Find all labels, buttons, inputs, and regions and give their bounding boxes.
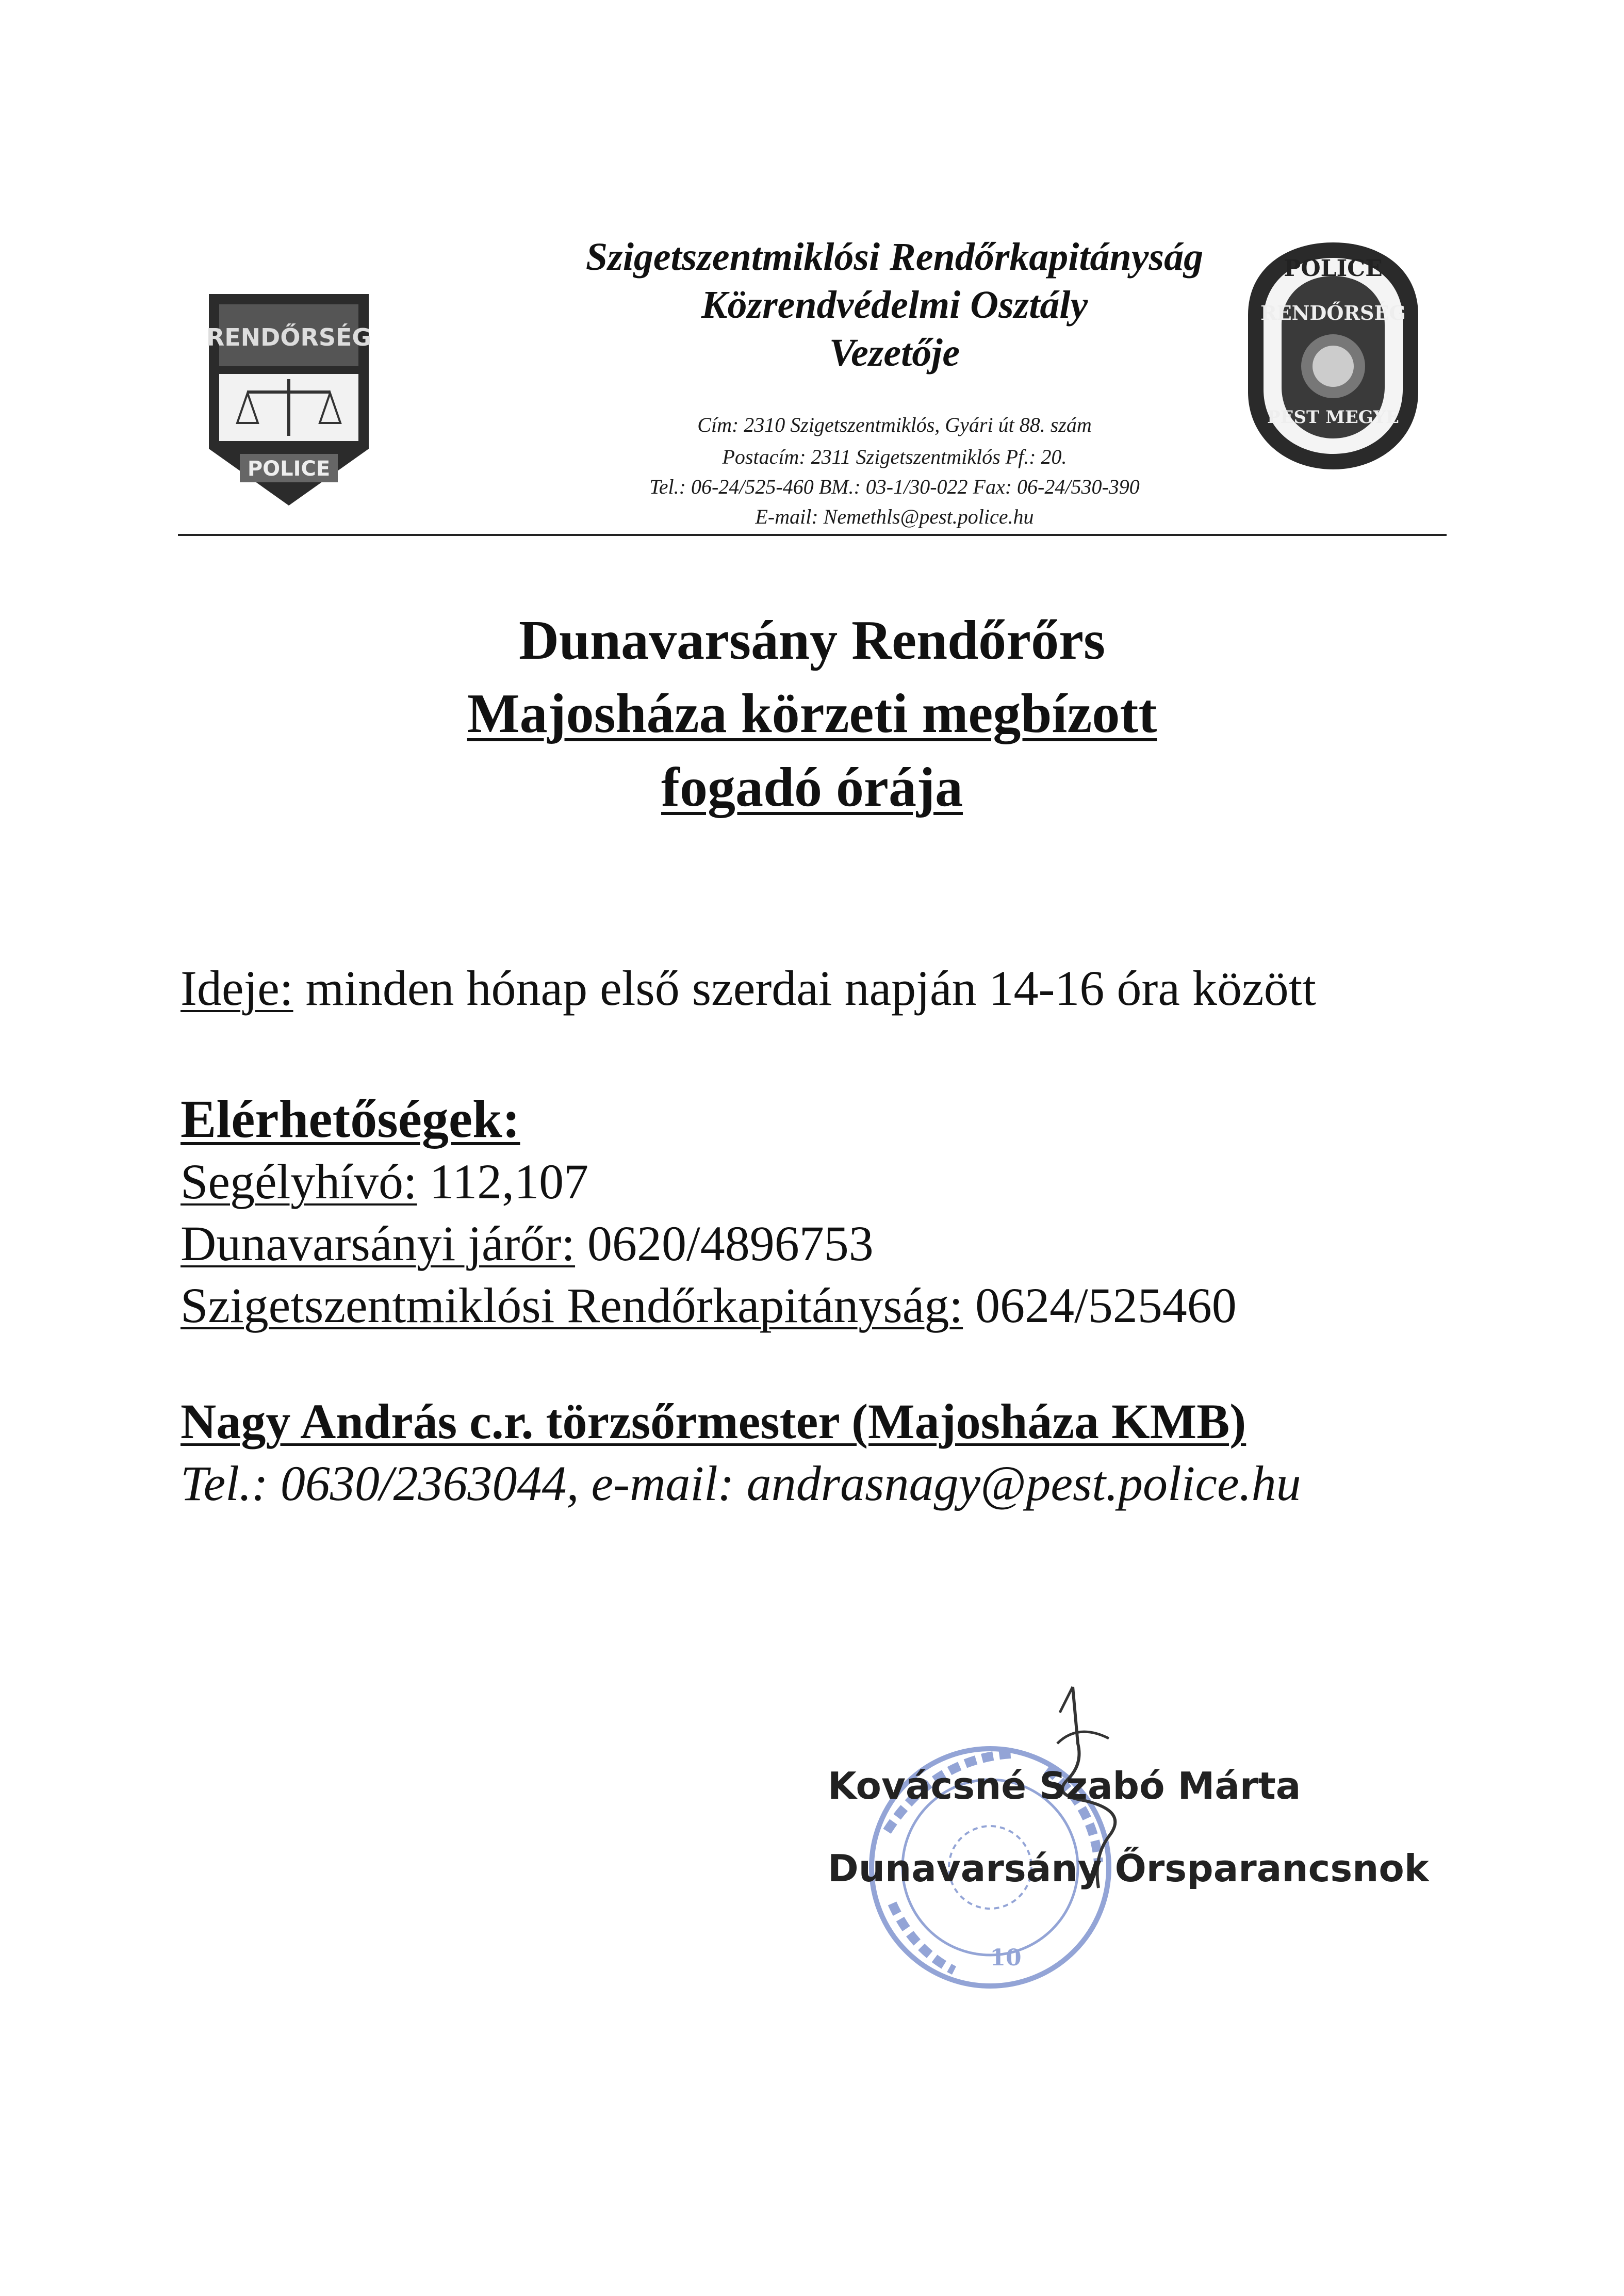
email-line: E-mail: Nemethls@pest.police.hu [755,505,1034,528]
org-role: Vezetője [829,331,960,374]
contact-label: Dunavarsányi járőr: [181,1216,576,1271]
right-badge-bottom-text: PEST MEGYE [1267,407,1399,428]
phone-line: Tel.: 06-24/525-460 BM.: 03-1/30-022 Fax: 06-24/530-390 [649,475,1140,498]
page-subtitle-2: fogadó órája [661,757,963,818]
contact-label: Segélyhívó: [181,1154,417,1209]
signatory-title: Dunavarsány Őrsparancsnok [828,1847,1429,1890]
signatory-name: Kovácsné Szabó Márta [828,1764,1301,1808]
right-badge-mid-text: RENDŐRSÉG [1260,301,1406,324]
contact-value: 112,107 [417,1154,589,1209]
page-title: Dunavarsány Rendőrőrs [518,610,1106,671]
left-badge-bottom-text: POLICE [247,457,331,481]
stamp-number: 10 [990,1945,1022,1971]
contact-item [181,1215,874,1272]
contact-label: Szigetszentmiklósi Rendőrkapitányság: [181,1278,963,1333]
header-divider [178,534,1447,536]
contact-item [181,1153,588,1210]
postal-address-line: Postacím: 2311 Szigetszentmiklós Pf.: 20. [722,445,1067,468]
schedule-line [181,959,1316,1017]
schedule-label: Ideje: [181,960,293,1016]
schedule-text: minden hónap első szerdai napján 14-16 óra között [293,960,1316,1016]
right-badge-top-text: POLICE [1284,255,1383,282]
left-badge-top-text: RENDŐRSÉG [206,323,372,351]
contact-value: 0624/525460 [963,1278,1237,1333]
contact-item [181,1277,1237,1334]
officer-contact: Tel.: 0630/2363044, e-mail: andrasnagy@pest.police.hu [181,1456,1301,1511]
org-department: Közrendvédelmi Osztály [701,283,1088,327]
org-name: Szigetszentmiklósi Rendőrkapitányság [585,235,1204,279]
address-line: Cím: 2310 Szigetszentmiklós, Gyári út 88. szám [697,413,1092,436]
contacts-heading: Elérhetőségek: [181,1089,520,1149]
page-subtitle: Majosháza körzeti megbízott [467,683,1157,744]
officer-name: Nagy András c.r. törzsőrmester (Majosháza KMB) [181,1394,1246,1449]
contact-value: 0620/4896753 [575,1216,874,1271]
